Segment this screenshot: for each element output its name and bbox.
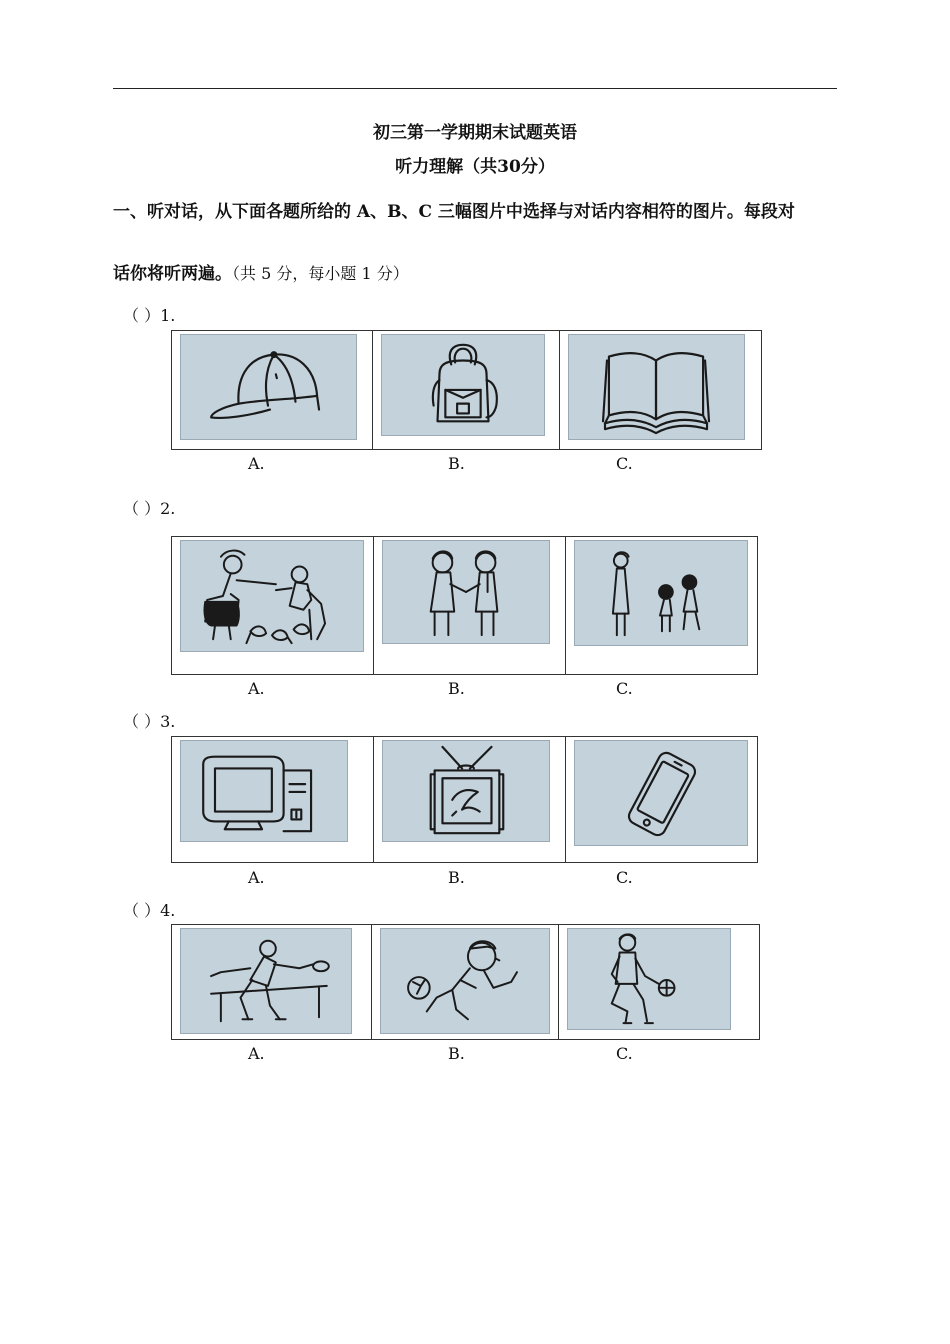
question-1-options	[171, 330, 762, 450]
television-icon	[382, 740, 550, 842]
section-instruction-line1: 一、听对话，从下面各题所给的 A、B、C 三幅图片中选择与对话内容相符的图片。每段对	[113, 202, 795, 222]
question-label-1	[123, 303, 175, 326]
question-3-options	[171, 736, 758, 863]
open-book-icon	[568, 334, 745, 440]
instruction-text: 话你将听两遍。	[113, 264, 232, 284]
answer-bracket[interactable]: （ ）	[123, 306, 161, 325]
option-b-cell[interactable]	[373, 331, 559, 449]
page-subtitle: 听力理解（共30分）	[395, 157, 555, 177]
question-number: 1.	[160, 306, 176, 325]
option-label-a: A.	[248, 454, 265, 473]
question-4-options	[171, 924, 760, 1040]
option-a-cell[interactable]	[172, 331, 373, 449]
option-label-c: C.	[616, 454, 633, 473]
smartphone-icon	[574, 740, 748, 846]
option-c-cell[interactable]	[560, 331, 761, 449]
option-c-cell[interactable]	[566, 737, 757, 862]
option-c-cell[interactable]	[566, 537, 757, 674]
option-label-b: B.	[448, 679, 465, 698]
option-c-cell[interactable]	[559, 925, 759, 1039]
option-a-cell[interactable]	[172, 737, 374, 862]
answer-bracket[interactable]: （ ）	[123, 712, 161, 731]
option-b-cell[interactable]	[374, 537, 565, 674]
question-label-3	[123, 709, 175, 732]
option-label-c: C.	[616, 868, 633, 887]
instruction-note: （共 5 分，每小题 1 分）	[232, 264, 409, 283]
option-b-cell[interactable]	[372, 925, 558, 1039]
option-label-b: B.	[448, 1044, 465, 1063]
table-tennis-icon	[180, 928, 352, 1034]
option-label-a: A.	[248, 1044, 265, 1063]
option-a-cell[interactable]	[172, 925, 372, 1039]
option-label-c: C.	[616, 679, 633, 698]
football-icon	[380, 928, 550, 1034]
option-b-cell[interactable]	[374, 737, 565, 862]
option-label-a: A.	[248, 679, 265, 698]
backpack-icon	[381, 334, 545, 436]
handshake-icon	[382, 540, 550, 644]
question-label-2	[123, 496, 175, 519]
basketball-icon	[567, 928, 731, 1030]
top-rule	[113, 88, 837, 89]
answer-bracket[interactable]: （ ）	[123, 499, 161, 518]
page-title: 初三第一学期期末试题英语	[373, 123, 577, 143]
option-a-cell[interactable]	[172, 537, 374, 674]
answer-bracket[interactable]: （ ）	[123, 901, 161, 920]
section-instruction-line2	[113, 259, 409, 284]
question-number: 3.	[160, 712, 176, 731]
option-label-c: C.	[616, 1044, 633, 1063]
cap-icon	[180, 334, 357, 440]
question-label-4	[123, 898, 175, 921]
computer-icon	[180, 740, 348, 842]
bowing-children-icon	[574, 540, 748, 646]
question-number: 2.	[160, 499, 176, 518]
question-number: 4.	[160, 901, 176, 920]
option-label-b: B.	[448, 454, 465, 473]
option-label-a: A.	[248, 868, 265, 887]
men-with-dogs-icon	[180, 540, 364, 652]
question-2-options	[171, 536, 758, 675]
option-label-b: B.	[448, 868, 465, 887]
